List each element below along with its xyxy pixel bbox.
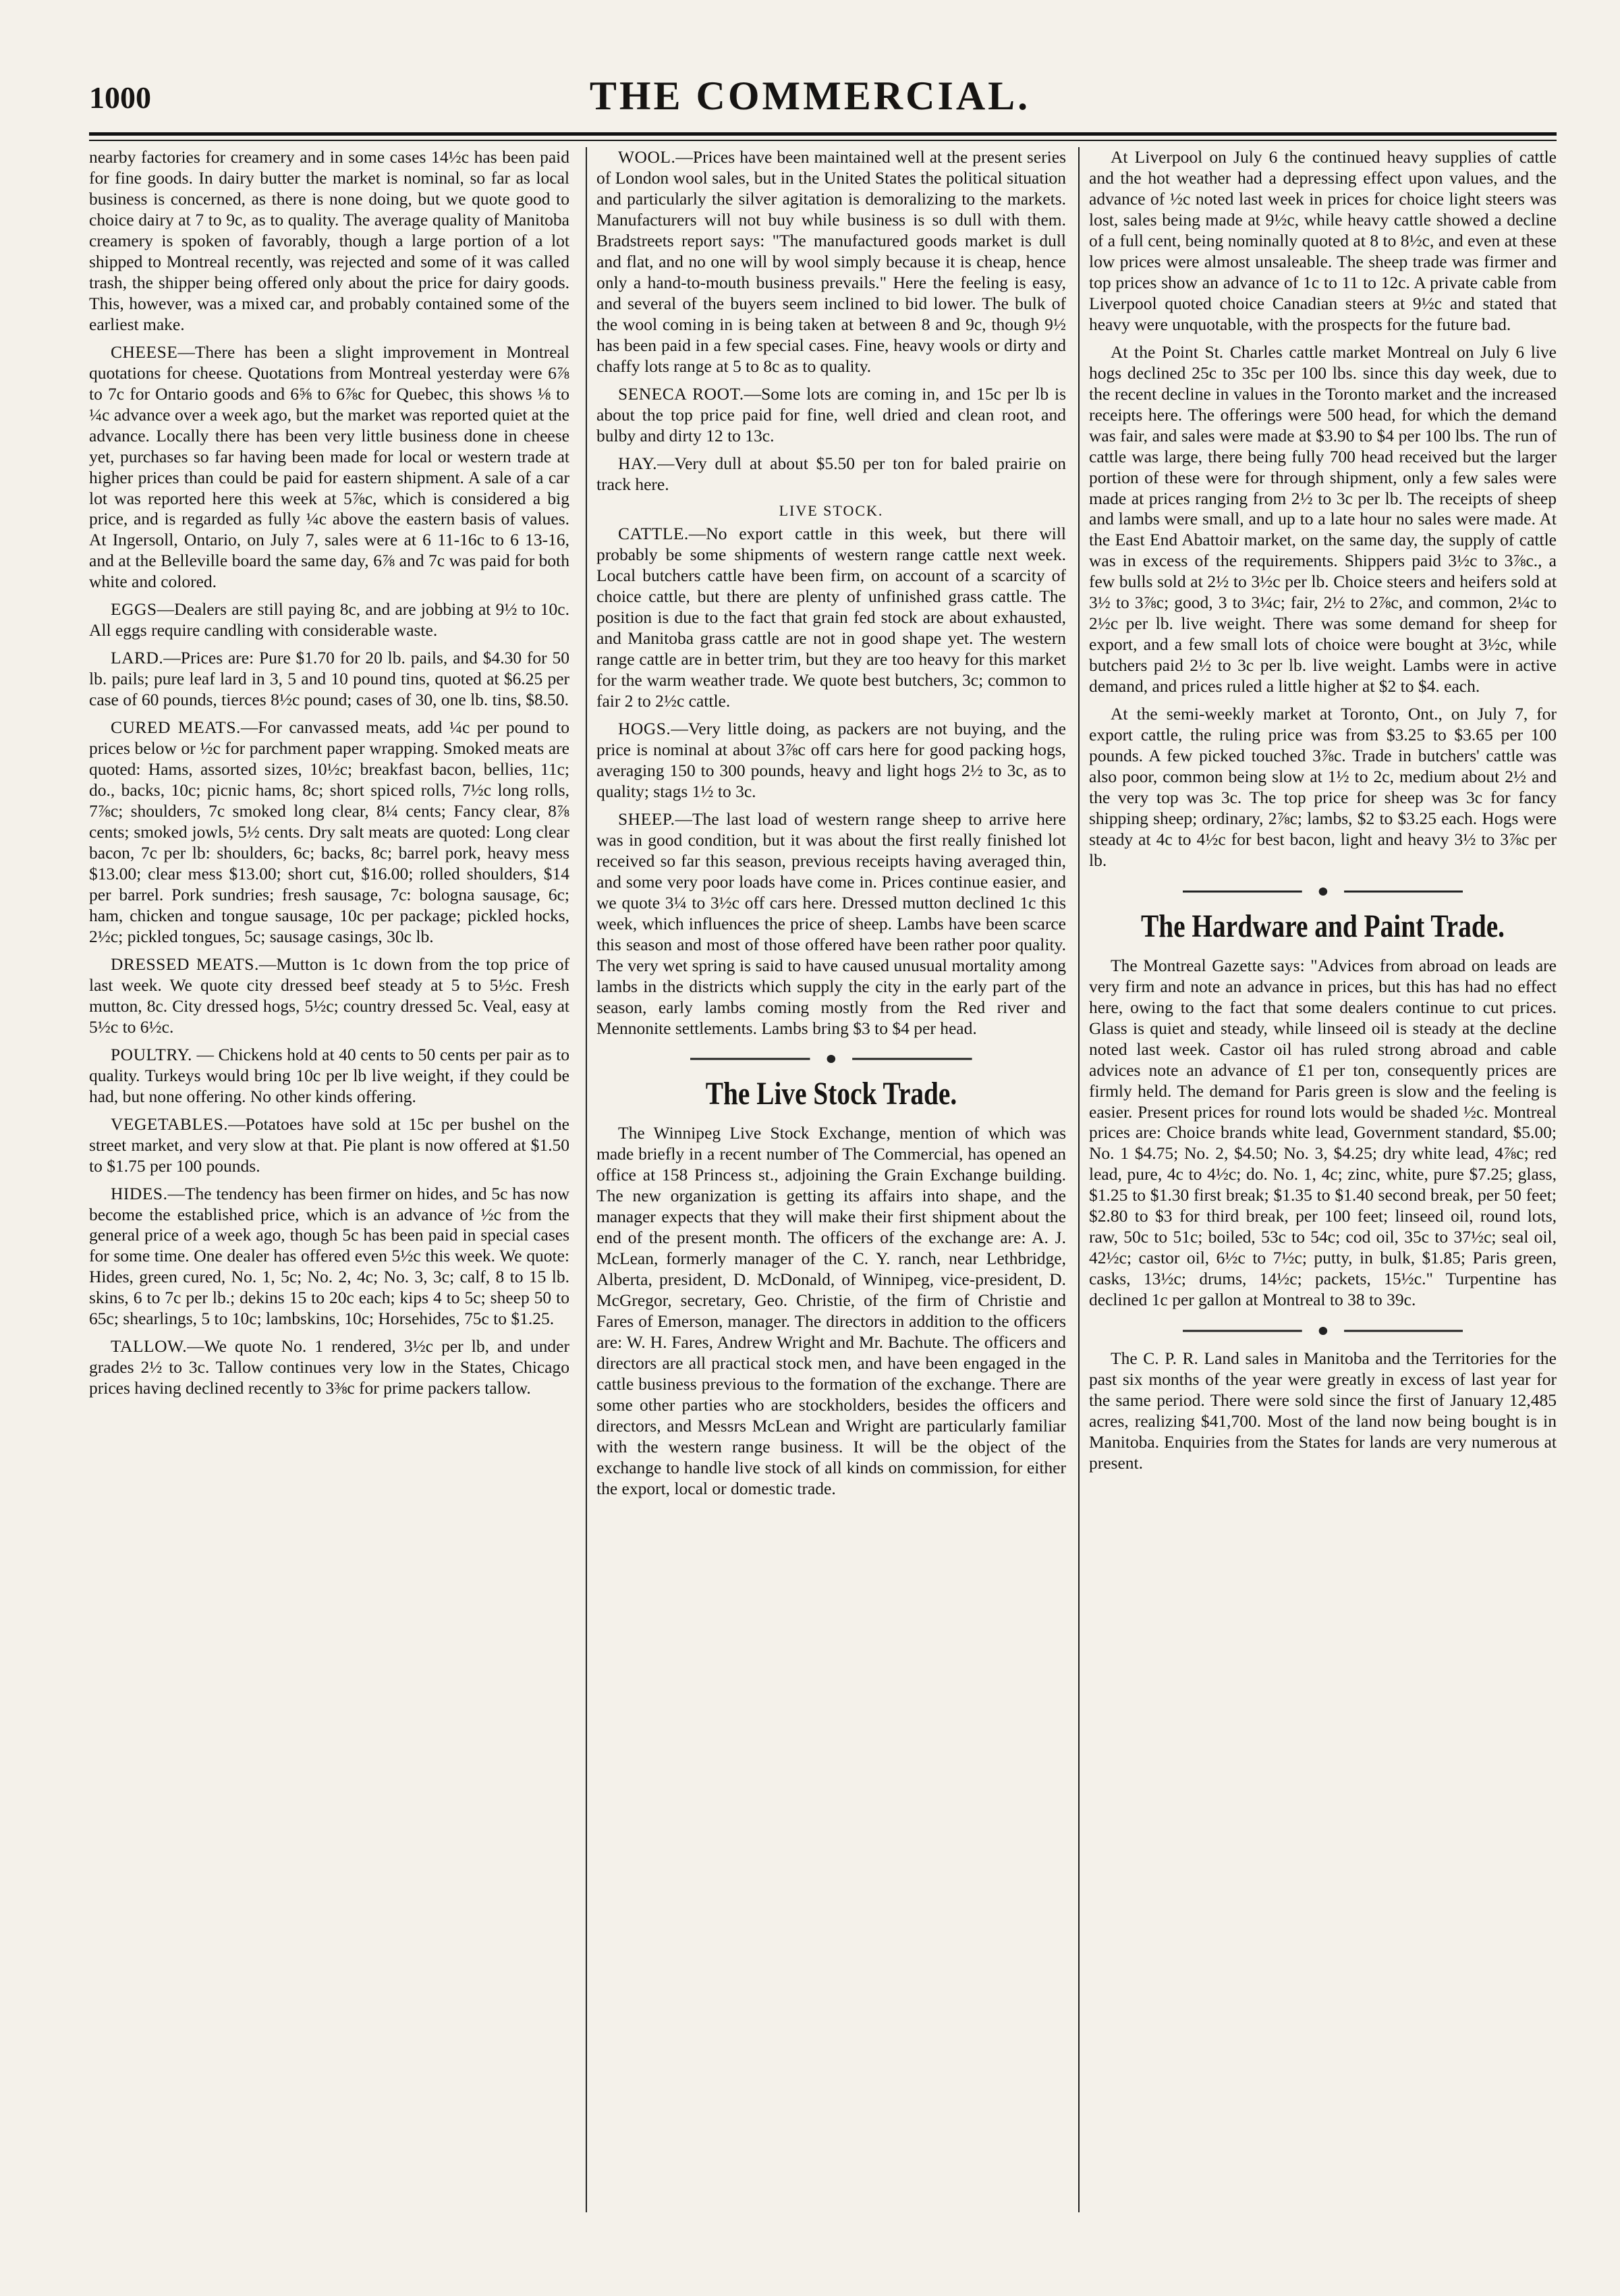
hay-paragraph [596,454,1066,495]
hides-text: —The tendency has been firmer on hides, and 5c has now become the established price, which is an advance of ½c from the general price of a week ago, though 5c has been paid in special cases for some time. One dealer has offered even 5½c this week. We quote: Hides, green cured, No. 1, 5c; No. 2, 4c; No. 3, 3c; calf, 8 to 15 lb. skins, 6 to 7c per lb.; dekins 15 to 20c each; kips 4 to 5c; sheep 50 to 65c; shearlings, 5 to 10c; lambskins, 10c; Horsehides, 75c to $1.25. [89,1183,569,1329]
ornament-rule [1183,1325,1463,1336]
vegetables-text: —Potatoes have sold at 15c per bushel on the street market, and very slow at that. Pie plant is now offered at $1.50 to $1.75 per 100 pounds. [89,1114,569,1176]
seneca-root-text: —Some lots are coming in, and 15c per lb is about the top price paid for fine, well dried and clean root, and bulby and dirty 12 to 13c. [596,383,1066,445]
eggs-label: EGGS [111,599,157,620]
dressed-meats-paragraph [89,954,569,1038]
eggs-paragraph [89,599,569,641]
seneca-root-label: SENECA ROOT. [618,383,744,404]
poultry-label: POULTRY. [111,1044,192,1064]
cpr-land-sales-paragraph: The C. P. R. Land sales in Manitoba and the Territories for the past six months of the year were greatly in excess of last year for the same period. There were sold since the first of January 12,485 acres, realizing $41,700. Most of the land now being bought is in Manitoba. Enquiries from the States for lands are very numerous at present. [1089,1348,1557,1473]
ornament-rule [1183,886,1463,897]
hay-text: —Very dull at about $5.50 per ton for baled prairie on track here. [596,453,1066,494]
point-st-charles-paragraph: At the Point St. Charles cattle market Montreal on July 6 live hogs declined 25c to 35c per 100 lbs. since this day week, due to the recent decline in values in the Toronto market and the increased receipts here. The offerings were 500 head, for which the demand was fair, and sales were made at $3.90 to $4 per 100 lbs. The run of cattle was large, there being fully 700 head received but the larger portion of these were for through shipment, only a few sales were made at prices ranging from 2½ to 3c per lb. The receipts of sheep and lambs were small, and up to a late hour no sales were made. At the East End Abattoir market, on the same day, the supply of cattle was in excess of the requirements. Shippers paid 3½c to 3⅞c., a few bulls sold at 2½ to 3½c per lb. Choice steers and heifers sold at 3½ to 3⅞c; good, 3 to 3¼c; fair, 2½ to 2⅞c, and common, 2¼c to 2½c per lb. live weight. There was some demand for sheep for export, and a few small lots of choice were bought at 3½c, while butchers paid 2½ to 3c per lb. live weight. Lambs were in active demand, and prices ruled a little higher at $2 to $4. each. [1089,341,1557,696]
poultry-text: — Chickens hold at 40 cents to 50 cents per pair as to quality. Turkeys would bring 10c per lb live weight, if they could be had, but none offering. No other kinds offering. [89,1044,569,1106]
sheep-paragraph [596,809,1066,1039]
lard-text: —Prices are: Pure $1.70 for 20 lb. pails, and $4.30 for 50 lb. pails; pure leaf lard in 3, 5 and 10 pound tins, quoted at $6.25 per case of 60 pounds, tierces 8½c pound; cases of 30, one lb. tins, $8.50. [89,648,569,710]
cattle-label: CATTLE. [618,524,689,544]
cheese-paragraph [89,342,569,593]
hay-label: HAY. [618,453,657,473]
column-2 [596,147,1066,2212]
vegetables-label: VEGETABLES. [111,1114,229,1134]
masthead-rule [89,132,1557,136]
hardware-paragraph: The Montreal Gazette says: "Advices from abroad on leads are very firm and note an advance in prices, but this has had no effect here, owing to the fact that some dealers continue to cut prices. Glass is quiet and steady, while linseed oil is steady at the decline noted last week. Castor oil has ruled strong abroad and cable advices note an advance of £1 per ton, consequently prices are firmly held. The demand for Paris green is slow and the feeling is easier. Present prices for round lots would be shaded ½c. Montreal prices are: Choice brands white lead, Government standard, $5.00; No. 1 $4.75; No. 2, $4.50; No. 3, $4.25; dry white lead, 4⅞c; red lead, pure, 4c to 4½c; do. No. 1, 4c; zinc, white, pure $7.25; glass, $1.25 to $1.30 first break; $1.35 to $1.40 second break, per 50 feet; $2.80 to $3 for third break, per 100 feet; linseed oil, round lots, raw, 50c to 51c; boiled, 53c to 54c; cod oil, 35c to 37½c; seal oil, 42½c; castor oil, 6½c to 7½c; putty, in bulk, $1.85; Paris green, casks, 13½c; drums, 14½c; packets, 15½c." Turpentine has declined 1c per gallon at Montreal to 38 to 39c. [1089,955,1557,1310]
lard-label: LARD. [111,648,164,668]
masthead-title: THE COMMERCIAL. [589,74,1031,118]
sheep-label: SHEEP. [618,809,675,829]
live-stock-subhead: LIVE STOCK. [779,501,884,519]
vegetables-paragraph [89,1114,569,1177]
cheese-text: —There has been a slight improvement in Montreal quotations for cheese. Quotations from Montreal yesterday were 6⅞ to 7c for Ontario goods and 6⅝ to 6⅞c for Quebec, this shows ⅛ to ¼c advance over a week ago, but the market was reported quiet at the advance. Locally there has been very little business done in cheese yet, purchases so far having been made for local or western trade at higher prices than could be paid for eastern shipment. A sale of a car lot was reported here this week at 5⅞c, which is considered a big price, and is regarded as fully ¼c above the eastern basis of values. At Ingersoll, Ontario, on July 7, sales were at 6 11-16c to 6 13-16, and at the Belleville board the same day, 6⅞ and 7c was paid for both white and colored. [89,341,569,592]
hardware-title: The Hardware and Paint Trade. [1140,908,1505,944]
tallow-label: TALLOW. [111,1336,188,1357]
hides-label: HIDES. [111,1183,168,1203]
hides-paragraph [89,1184,569,1330]
poultry-paragraph [89,1045,569,1108]
cured-meats-paragraph [89,717,569,948]
dressed-meats-text: —Mutton is 1c down from the top price of last week. We quote city dressed beef steady at 5 to 5½c. Fresh mutton, 8c. City dressed hogs, 5½c; country dressed 5c. Veal, easy at 5½c to 6½c. [89,954,569,1037]
lard-paragraph [89,648,569,711]
cheese-label: CHEESE [111,341,178,362]
wool-paragraph [596,147,1066,377]
hogs-paragraph [596,719,1066,802]
dressed-meats-label: DRESSED MEATS. [111,954,259,974]
column-divider [586,147,587,2212]
column-3 [1089,147,1557,2212]
hogs-text: —Very little doing, as packers are not buying, and the price is nominal at about 3⅞c off cars here for good packing hogs, averaging 150 to 300 pounds, heavy and light hogs 2½ to 3c, as to quality; stags 1½ to 3c. [596,718,1066,801]
page-number: 1000 [89,80,151,115]
cattle-text: —No export cattle in this week, but there will probably be some shipments of western range cattle next week. Local butchers cattle have been firm, on account of a scarcity of choice cattle, but there are plenty of unfinished grass cattle. The position is due to the fact that grain fed stock are about exhausted, and Manitoba grass cattle are not in good shape yet. The western range cattle are in better trim, but they are too heavy for this market for the warm weather trade. We quote best butchers, 3c; common to fair 2 to 2½c cattle. [596,524,1066,711]
cured-meats-label: CURED MEATS. [111,717,241,738]
masthead-rule-thin [89,140,1557,141]
wool-text: —Prices have been maintained well at the present series of London wool sales, but in the United States the political situation and particularly the silver agitation is demoralizing to the markets. Manufacturers will not buy while business is so dull with them. Bradstreets report says: "The manufactured goods market is dull and flat, and no one will by wool simply because it is cheap, hence only a hand-to-mouth business prevails." Here the feeling is easy, and several of the buyers seem inclined to bid lower. The bulk of the wool coming in is being taken at between 8 and 9c, though 9½ has been paid in a few special cases. Fine, heavy wools or dirty and chaffy lots range at 5 to 8c as to quality. [596,147,1066,376]
hogs-label: HOGS. [618,718,671,738]
live-stock-title: The Live Stock Trade. [705,1076,957,1112]
toronto-paragraph: At the semi-weekly market at Toronto, Ont., on July 7, for export cattle, the ruling price was from $3.25 to $3.65 per 100 pounds. A few picked touched 3⅞c. Trade in butchers' cattle was also poor, common being slow at 1½ to 2c, medium about 2½ and the very top was 3c. The top price for sheep was 3c for fancy shipping sheep; ordinary, 2⅞c; lambs, $2 to $3.25 each. Hogs were steady at 4c to 4½c for best bacon, light and heavy 3½ to 3⅞c per lb. [1089,704,1557,870]
tallow-text: —We quote No. 1 rendered, 3½c per lb, and under grades 2½ to 3c. Tallow continues very low in the States, Chicago prices having declined recently to 3⅜c for prime packers tallow. [89,1336,569,1398]
sheep-text: —The last load of western range sheep to arrive here was in good condition, but it was about the first really finished lot received so far this season, previous receipts having averaged thin, and some very poor loads have come in. Prices continue easier, and we quote 3¼ to 3½c off cars here. Dressed mutton declined 1c this week, which influences the price of sheep. Lambs have been scarce this season and most of those offered have been rather poor quality. The very wet spring is said to have caused unusual mortality among lambs in the districts which supply the city in the early part of the season, early lambs coming mostly from the Red river and Mennonite settlements. Lambs bring $3 to $4 per head. [596,809,1066,1038]
wool-label: WOOL. [618,147,676,167]
eggs-text: —Dealers are still paying 8c, and are jobbing at 9½ to 10c. All eggs require candling with considerable waste. [89,599,569,640]
cattle-paragraph [596,524,1066,712]
tallow-paragraph [89,1336,569,1399]
cured-meats-text: —For canvassed meats, add ¼c per pound to prices below or ½c for parchment paper wrapping. Smoked meats are quoted: Hams, assorted sizes, 10½c; breakfast bacon, bellies, 11c; do., backs, 10c; picnic hams, 8c; short spiced rolls, 7½c long rolls, 7⅞c; shoulders, 7c smoked long clear, 8¼ cents; Fancy clear, 8⅞ cents; smoked jowls, 5½ cents. Dry salt meats are quoted: Long clear bacon, 7c per lb: shoulders, 6c; backs, 8c; barrel pork, heavy mess $13.00; clear mess $13.00; short cut, $16.00; rolled shoulders, $14 per barrel. Pork sundries; fresh sausage, 7c: bologna sausage, 6c; ham, chicken and tongue sausage, 10c per package; pickled hocks, 2½c; pickled tongues, 5c; sausage casings, 30c lb. [89,717,569,946]
exchange-paragraph: The Winnipeg Live Stock Exchange, mention of which was made briefly in a recent number of The Commercial, has opened an office at 158 Princess st., adjoining the Grain Exchange building. The new organization is getting its affairs into shape, and the manager expects that they will make their first shipment about the end of the present month. The officers of the exchange are: A. J. McLean, formerly manager of the C. Y. ranch, near Lethbridge, Alberta, president, D. McDonald, of Winnipeg, vice-president, D. McGregor, secretary, Geo. Christie, of the firm of Christie and Fares of Emerson, manager. The directors in addition to the officers are: W. H. Fares, Andrew Wright and Mr. Bachute. The officers and directors are all practical stock men, and have been engaged in the cattle business previous to the formation of the exchange. There are some other parties who are stockholders, besides the officers and directors, and Messrs McLean and Wright are particularly familiar with the western range business. It will be the object of the exchange to handle live stock of all kinds on commission, for either the export, local or domestic trade. [596,1123,1066,1498]
liverpool-paragraph: At Liverpool on July 6 the continued heavy supplies of cattle and the hot weather had a depressing effect upon values, and the advance of ½c noted last week in prices for choice light steers was lost, sales being made at 9½c, while heavy cattle showed a decline of a full cent, being nominally quoted at 8 to 8½c, and even at these low prices were almost unsaleable. The sheep trade was firmer and top prices show an advance of 1c to 11 to 12c. A private cable from Liverpool quoted choice Canadian steers at 9½c and stated that heavy were unquotable, with the prospects for the future bad. [1089,147,1557,334]
seneca-root-paragraph [596,384,1066,447]
ornament-rule [690,1054,972,1064]
dairy-paragraph: nearby factories for creamery and in some cases 14½c has been paid for fine goods. In dairy butter the market is nominal, so far as local business is concerned, as there is none doing, but we quote good to choice dairy at 7 to 9c, as to quality. The average quality of Manitoba creamery is spoken of favorably, though a large portion of a lot shipped to Montreal recently, was rejected and some of it was called trash, the shipper being offered only about the price for dairy goods. This, however, was a mixed car, and probably contained some of the earliest make. [89,147,569,334]
column-divider [1078,147,1080,2212]
column-1 [89,147,569,2212]
